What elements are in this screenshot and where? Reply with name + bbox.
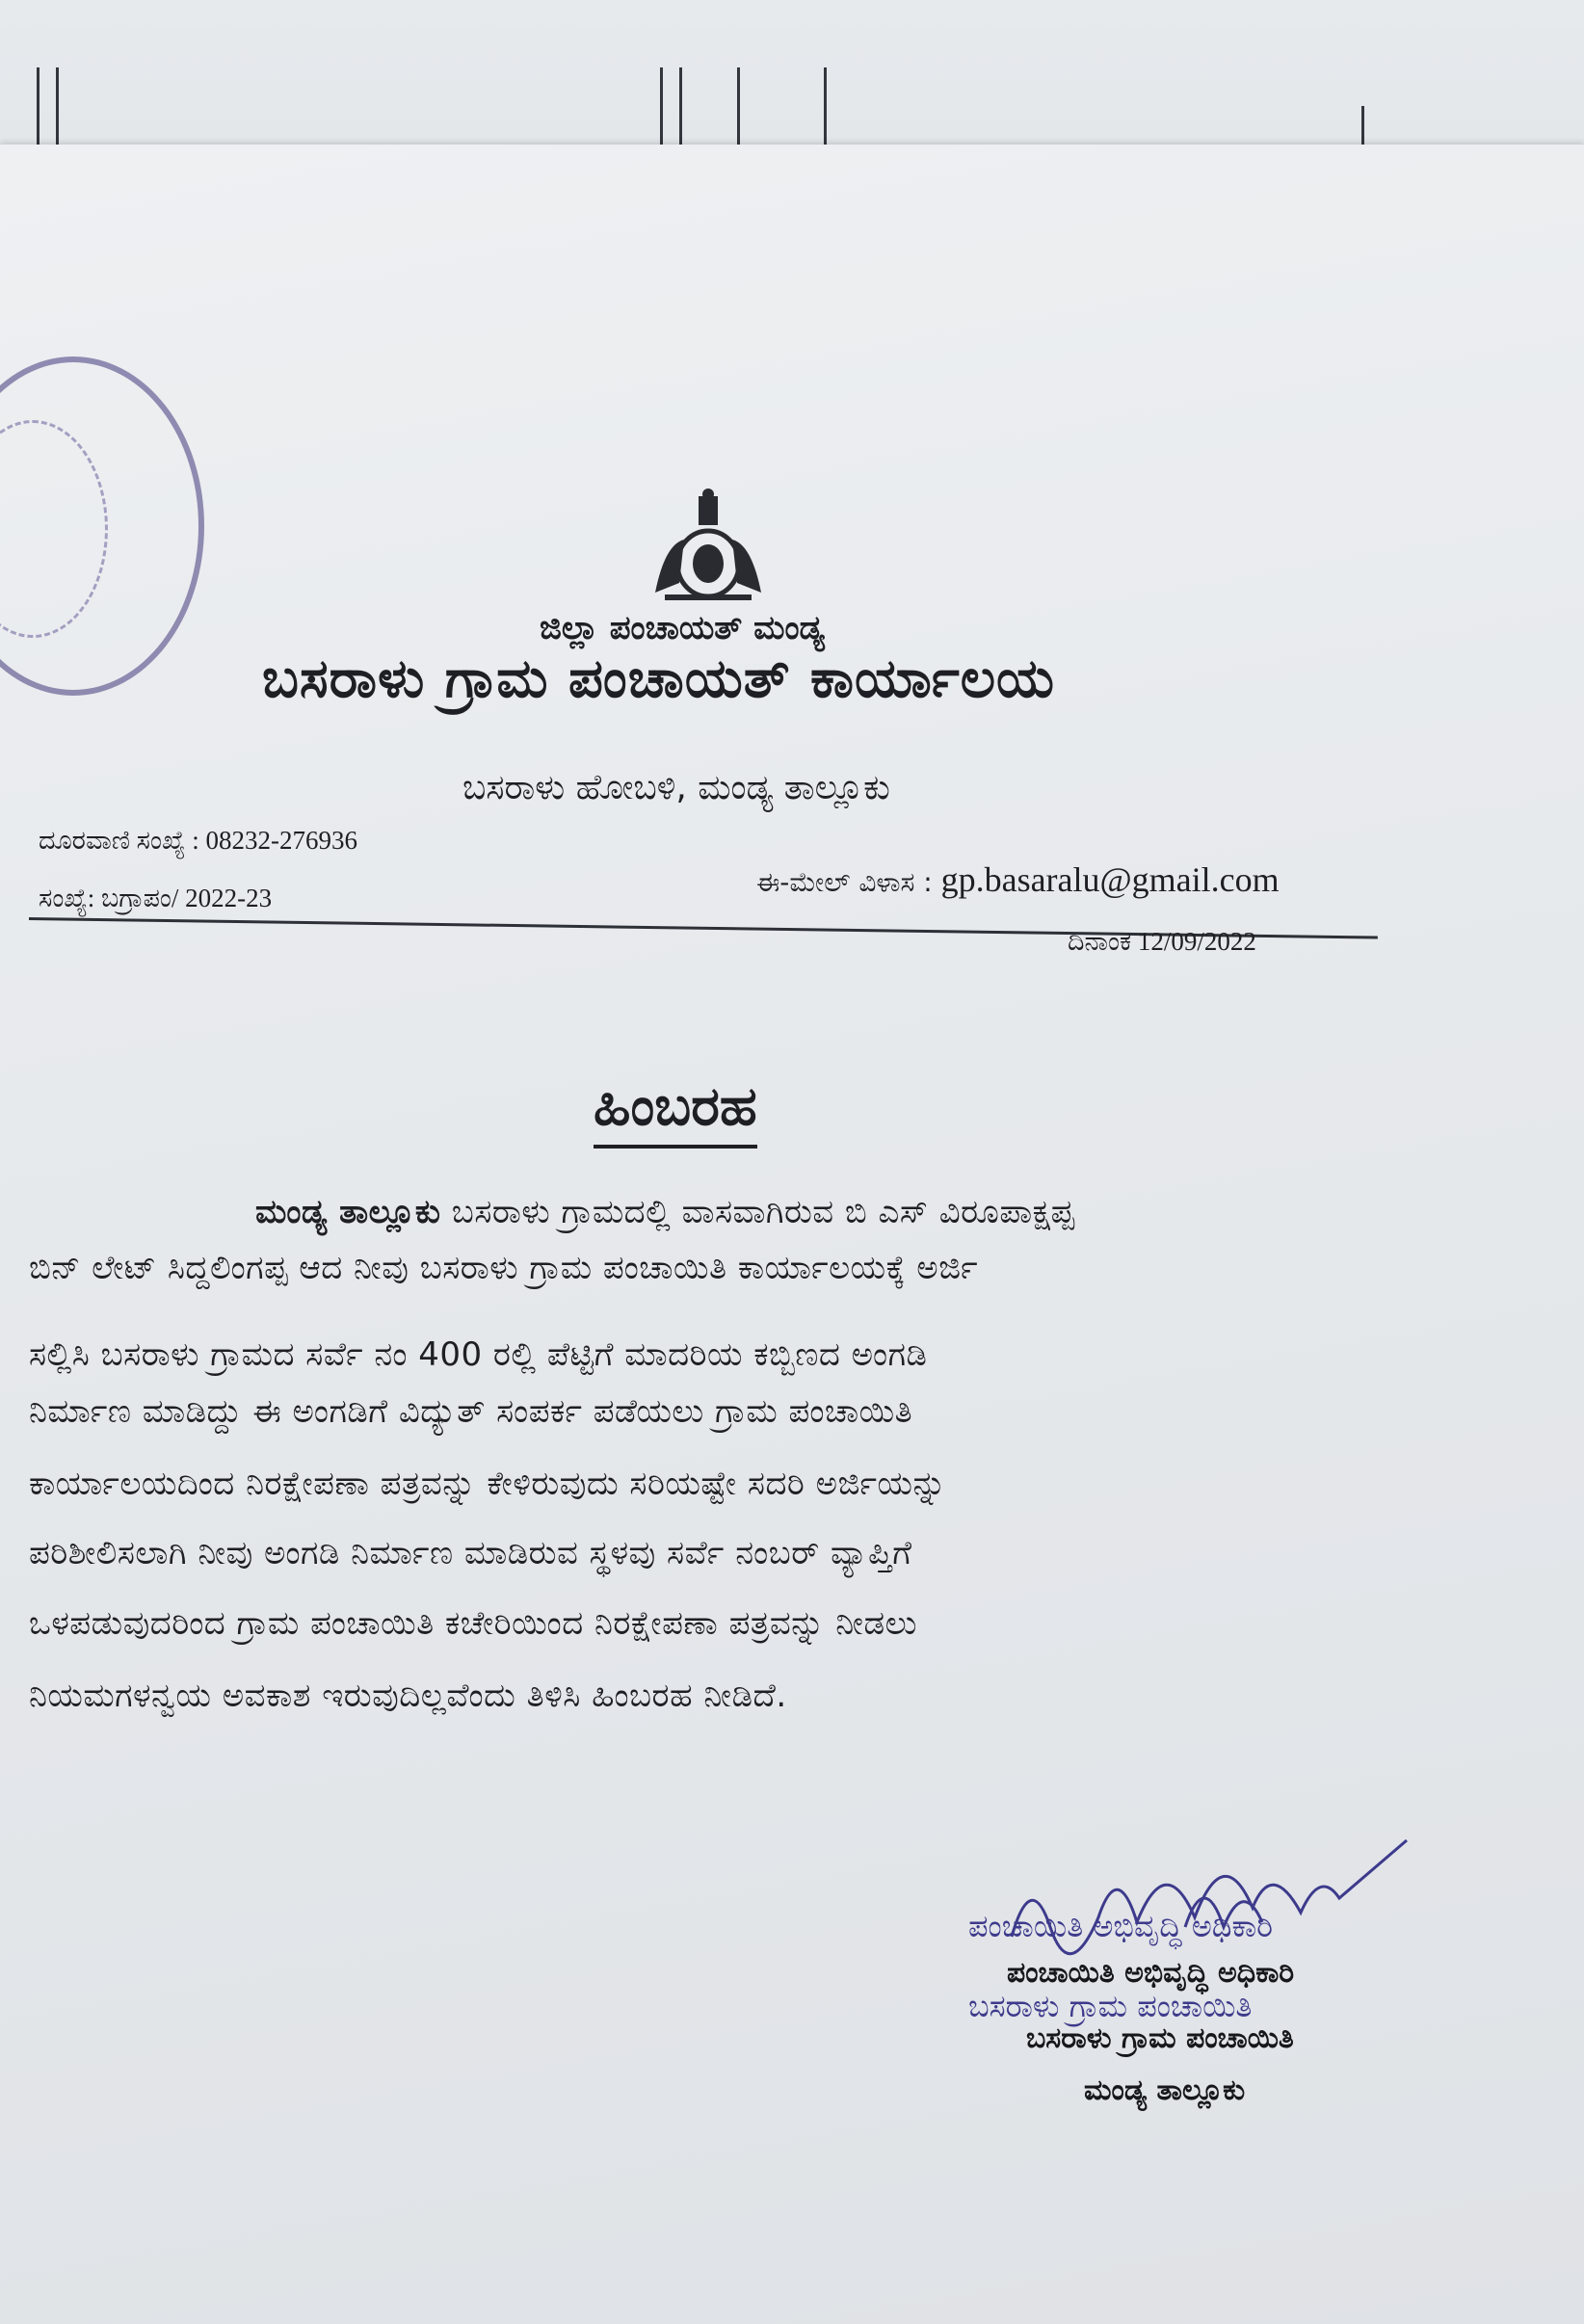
phone-row	[39, 826, 357, 857]
hobli-address: ಬಸರಾಳು ಹೋಬಳಿ, ಮಂಡ್ಯ ತಾಲ್ಲೂಕು	[462, 768, 890, 807]
email-row	[756, 859, 1280, 900]
state-emblem-icon	[646, 487, 771, 607]
letter-sheet	[0, 145, 1584, 2324]
body-line: ಒಳಪಡುವುದರಿಂದ ಗ್ರಾಮ ಪಂಚಾಯಿತಿ ಕಚೇರಿಯಿಂದ ನಿರಕ್ಷೇಪಣಾ ಪತ್ರವನ್ನು ನೀಡಲು	[29, 1604, 917, 1643]
email-value: gp.basaralu@gmail.com	[940, 860, 1280, 899]
body-line	[255, 1193, 1584, 1231]
body-line: ಪರಿಶೀಲಿಸಲಾಗಿ ನೀವು ಅಂಗಡಿ ನಿರ್ಮಾಣ ಮಾಡಿರುವ ಸ್ಥಳವು ಸರ್ವೆ ನಂಬರ್ ವ್ಯಾಪ್ತಿಗೆ	[29, 1534, 912, 1572]
body-line: ನಿಯಮಗಳನ್ವಯ ಅವಕಾಶ ಇರುವುದಿಲ್ಲವೆಂದು ತಿಳಿಸಿ ಹಿಂಬರಹ ನೀಡಿದೆ.	[29, 1677, 787, 1715]
body-line: ಕಾರ್ಯಾಲಯದಿಂದ ನಿರಕ್ಷೇಪಣಾ ಪತ್ರವನ್ನು ಕೇಳಿರುವುದು ಸರಿಯಷ್ಟೇ ಸದರಿ ಅರ್ಜಿಯನ್ನು	[29, 1465, 947, 1503]
reference-number: ಸಂಖ್ಯೆ: ಬಗ್ರಾಪಂ/ 2022-23	[39, 884, 273, 912]
letter-title: ಹಿಂಬರಹ	[594, 1075, 757, 1149]
body-line-text: ಬಸರಾಳು ಗ್ರಾಮದಲ್ಲಿ ವಾಸವಾಗಿರುವ ಬಿ ಎಸ್ ವಿರೂಪಾಕ್ಷಪ್ಪ	[440, 1193, 1075, 1231]
signatory-designation: ಪಂಚಾಯಿತಿ ಅಭಿವೃದ್ಧಿ ಅಧಿಕಾರಿ	[1007, 1956, 1295, 1990]
phone-label: ದೂರವಾಣಿ ಸಂಖ್ಯೆ	[39, 826, 186, 855]
seal-inner-ring	[0, 420, 108, 638]
body-lead: ಮಂಡ್ಯ ತಾಲ್ಲೂಕು	[255, 1193, 441, 1231]
letter-date: ದಿನಾಂಕ 12/09/2022	[1068, 927, 1256, 956]
stamp-designation: ಪಂಚಾಯಿತಿ ಅಭಿವೃದ್ಧಿ ಅಧಿಕಾರಿ	[968, 1908, 1274, 1944]
stamp-panchayat: ಬಸರಾಳು ಗ್ರಾಮ ಪಂಚಾಯಿತಿ	[968, 1988, 1253, 2024]
signatory-panchayat: ಬಸರಾಳು ಗ್ರಾಮ ಪಂಚಾಯಿತಿ	[1026, 2021, 1294, 2055]
body-line: ಬಿನ್ ಲೇಟ್ ಸಿದ್ದಲಿಂಗಪ್ಪ ಆದ ನೀವು ಬಸರಾಳು ಗ್ರಾಮ ಪಂಚಾಯಿತಿ ಕಾರ್ಯಾಲಯಕ್ಕೆ ಅರ್ಜಿ	[29, 1249, 979, 1287]
body-line: ಸಲ್ಲಿಸಿ ಬಸರಾಳು ಗ್ರಾಮದ ಸರ್ವೆ ನಂ 400 ರಲ್ಲಿ ಪೆಟ್ಟಿಗೆ ಮಾದರಿಯ ಕಬ್ಬಿಣದ ಅಂಗಡಿ	[29, 1335, 928, 1374]
office-title: ಬಸರಾಳು ಗ್ರಾಮ ಪಂಚಾಯತ್ ಕಾರ್ಯಾಲಯ	[262, 647, 1056, 710]
body-line: ನಿರ್ಮಾಣ ಮಾಡಿದ್ದು ಈ ಅಂಗಡಿಗೆ ವಿದ್ಯುತ್ ಸಂಪರ್ಕ ಪಡೆಯಲು ಗ್ರಾಮ ಪಂಚಾಯಿತಿ	[29, 1392, 913, 1431]
phone-value: : 08232-276936	[192, 826, 357, 855]
district-name: ಜಿಲ್ಲಾ ಪಂಚಾಯತ್ ಮಂಡ್ಯ	[540, 609, 825, 647]
email-label: ಈ-ಮೇಲ್ ವಿಳಾಸ :	[756, 866, 933, 898]
signatory-taluk: ಮಂಡ್ಯ ತಾಲ್ಲೂಕು	[1084, 2073, 1246, 2107]
